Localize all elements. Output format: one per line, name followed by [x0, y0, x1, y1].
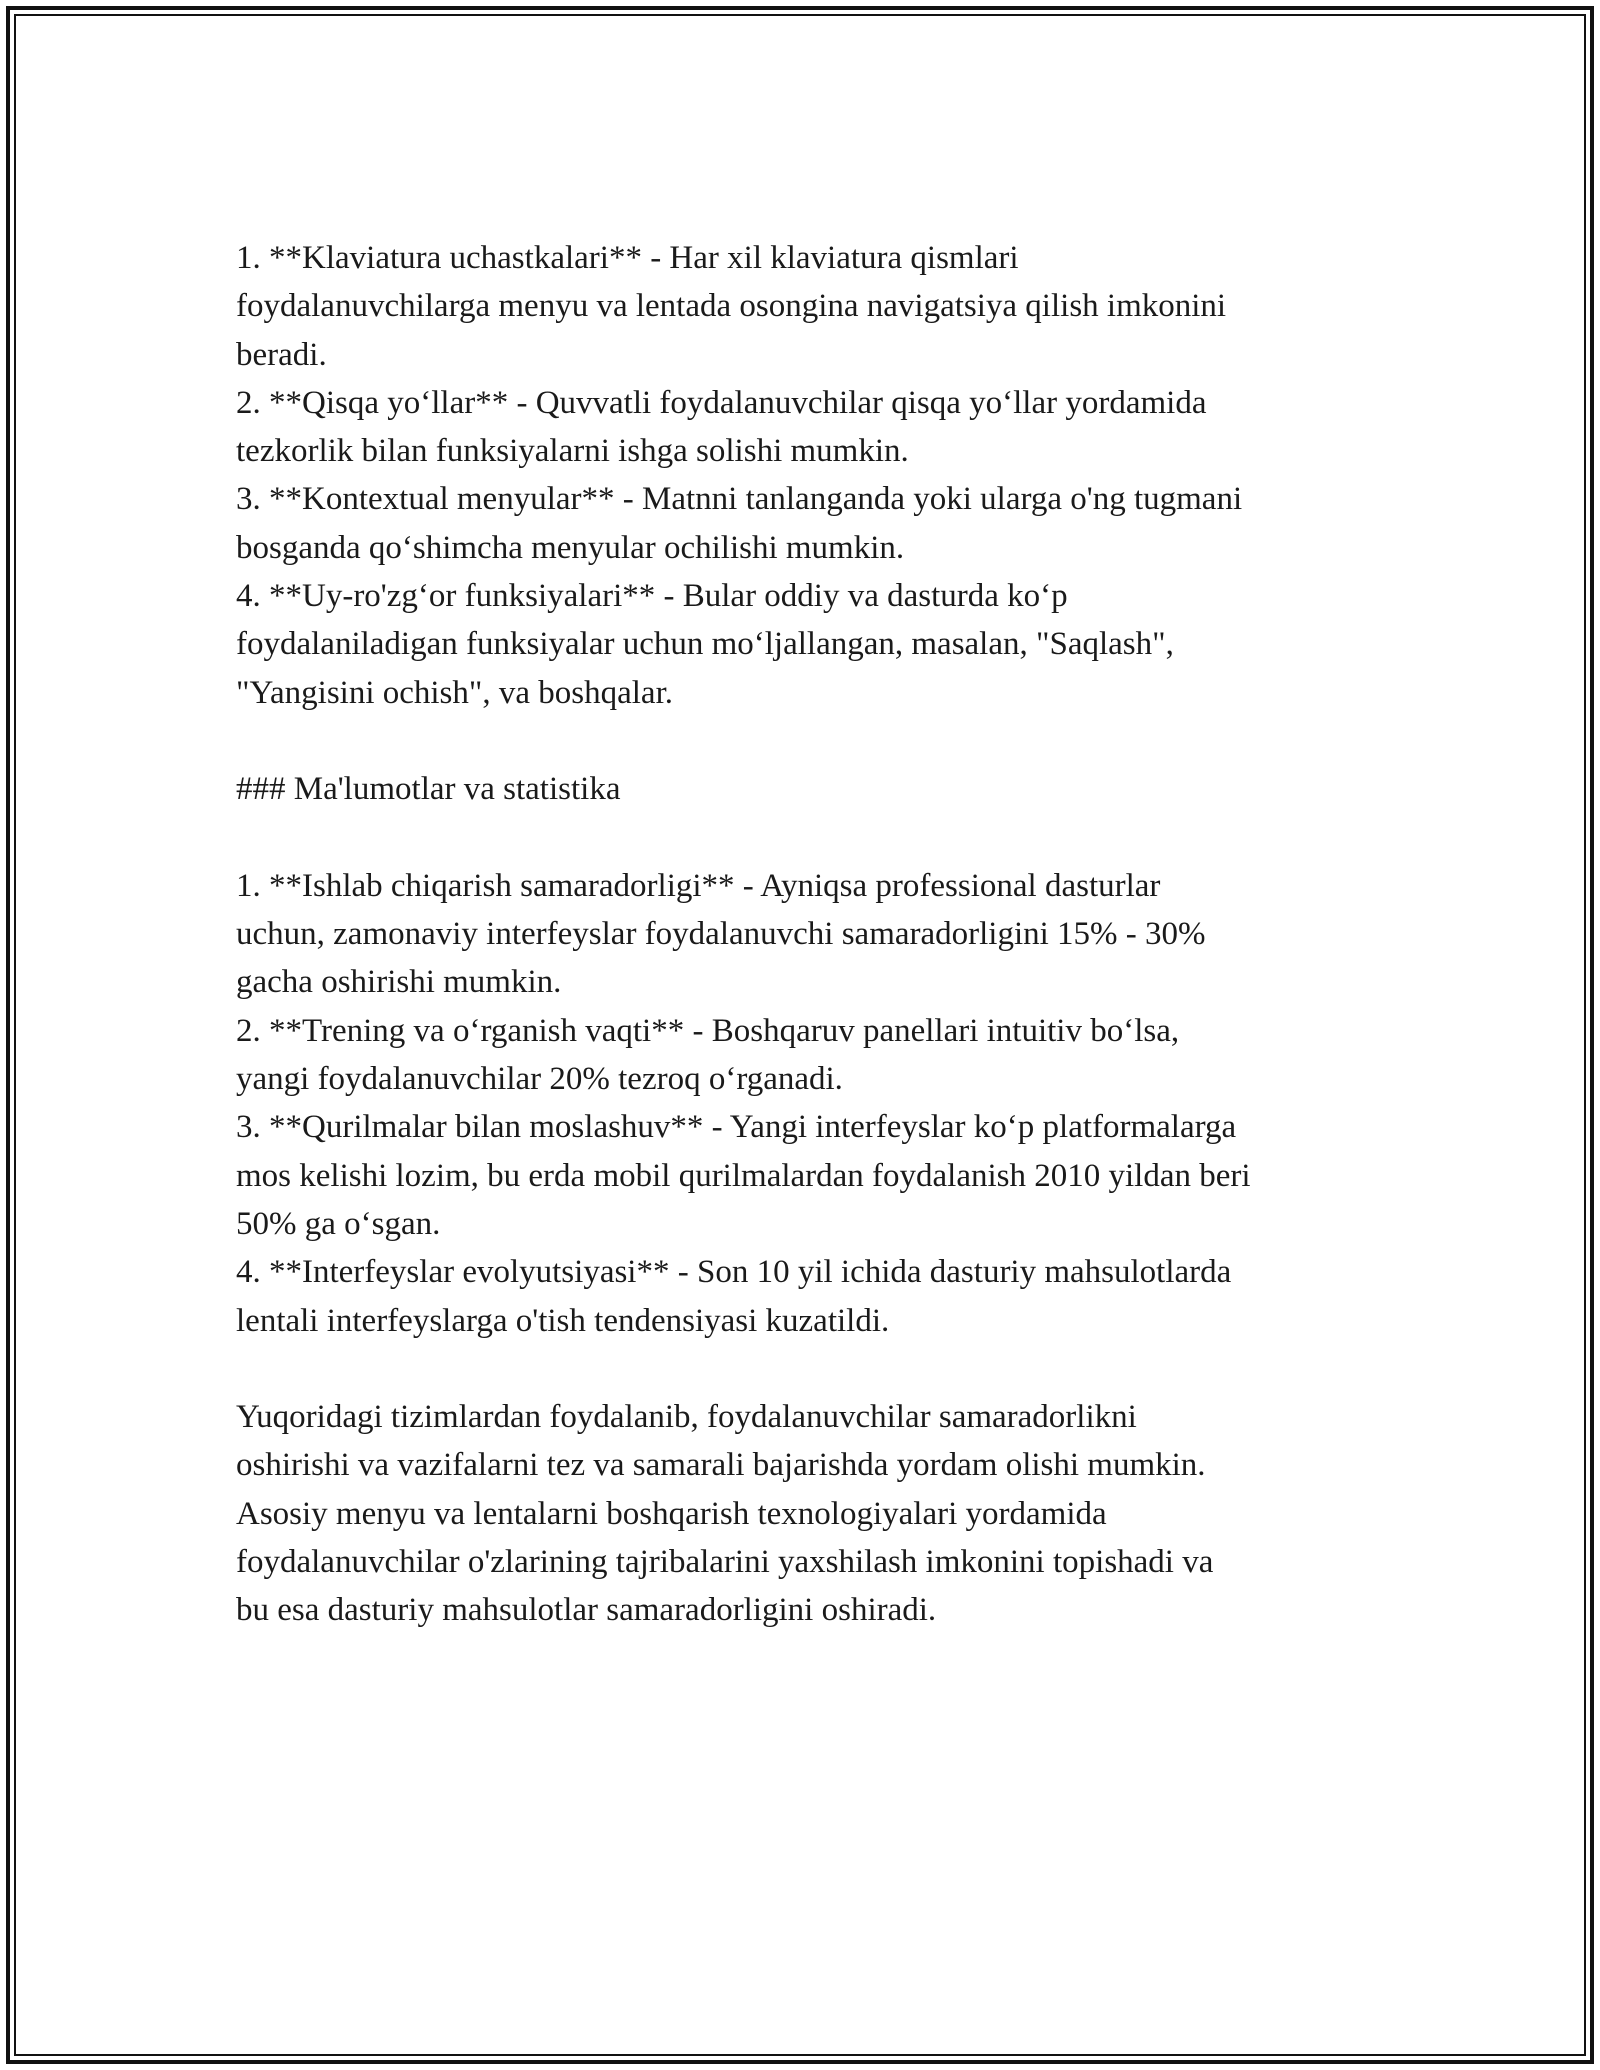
list-item-line: beradi.: [236, 336, 327, 373]
paragraph-line: foydalanuvchilar o'zlarining tajribalarini yaxshilash imkonini topishadi va: [236, 1544, 1214, 1581]
feature-list: [236, 234, 1386, 717]
list-item-line: yangi foydalanuvchilar 20% tezroq o‘rganadi.: [236, 1061, 843, 1098]
paragraph-gap: [236, 814, 1386, 862]
list-item-line: 1. **Klaviatura uchastkalari** - Har xil klaviatura qismlari: [236, 240, 1019, 276]
list-item-line: foydalaniladigan funksiyalar uchun mo‘ljallangan, masalan, "Saqlash",: [236, 626, 1174, 663]
document-body: [236, 234, 1386, 1635]
list-item-line: bosganda qo‘shimcha menyular ochilishi mumkin.: [236, 529, 905, 566]
list-item: [236, 379, 1386, 476]
list-item-line: 4. **Interfeyslar evolyutsiyasi** - Son 10 yil ichida dasturiy mahsulotlarda: [236, 1254, 1232, 1291]
list-item: [236, 1007, 1386, 1104]
list-item: [236, 572, 1386, 717]
conclusion-paragraph: [236, 1393, 1386, 1634]
list-item-line: 2. **Trening va o‘rganish vaqti** - Boshqaruv panellari intuitiv bo‘lsa,: [236, 1012, 1180, 1049]
paragraph-gap: [236, 717, 1386, 765]
list-item-line: gacha oshirishi mumkin.: [236, 964, 562, 1001]
list-item-line: mos kelishi lozim, bu erda mobil qurilmalardan foydalanish 2010 yildan beri: [236, 1157, 1251, 1194]
list-item: [236, 234, 1386, 379]
list-item-line: 1. **Ishlab chiqarish samaradorligi** - Ayniqsa professional dasturlar: [236, 867, 1161, 904]
paragraph-line: bu esa dasturiy mahsulotlar samaradorligini oshiradi.: [236, 1592, 937, 1629]
list-item-line: 2. **Qisqa yo‘llar** - Quvvatli foydalanuvchilar qisqa yo‘llar yordamida: [236, 384, 1207, 421]
list-item: [236, 862, 1386, 1007]
list-item-line: "Yangisini ochish", va boshqalar.: [236, 674, 673, 711]
paragraph-line: Asosiy menyu va lentalarni boshqarish texnologiyalari yordamida: [236, 1495, 1107, 1532]
list-item: [236, 1103, 1386, 1248]
list-item-line: 4. **Uy-ro'zg‘or funksiyalari** - Bular oddiy va dasturda ko‘p: [236, 578, 1068, 615]
list-item-line: tezkorlik bilan funksiyalarni ishga solishi mumkin.: [236, 433, 909, 470]
section-heading: ### Ma'lumotlar va statistika: [236, 771, 621, 808]
list-item-line: 3. **Kontextual menyular** - Matnni tanlanganda yoki ularga o'ng tugmani: [236, 481, 1243, 518]
list-item-line: uchun, zamonaviy interfeyslar foydalanuvchi samaradorligini 15% - 30%: [236, 916, 1206, 953]
statistics-list: [236, 862, 1386, 1345]
list-item: [236, 475, 1386, 572]
paragraph-line: oshirishi va vazifalarni tez va samarali bajarishda yordam olishi mumkin.: [236, 1447, 1206, 1484]
list-item-line: lentali interfeyslarga o'tish tendensiyasi kuzatildi.: [236, 1302, 890, 1339]
paragraph-line: Yuqoridagi tizimlardan foydalanib, foydalanuvchilar samaradorlikni: [236, 1399, 1137, 1436]
list-item-line: foydalanuvchilarga menyu va lentada osongina navigatsiya qilish imkonini: [236, 288, 1227, 325]
paragraph-gap: [236, 1345, 1386, 1393]
list-item-line: 50% ga o‘sgan.: [236, 1205, 441, 1242]
list-item-line: 3. **Qurilmalar bilan moslashuv** - Yangi interfeyslar ko‘p platformalarga: [236, 1109, 1237, 1146]
list-item: [236, 1248, 1386, 1345]
